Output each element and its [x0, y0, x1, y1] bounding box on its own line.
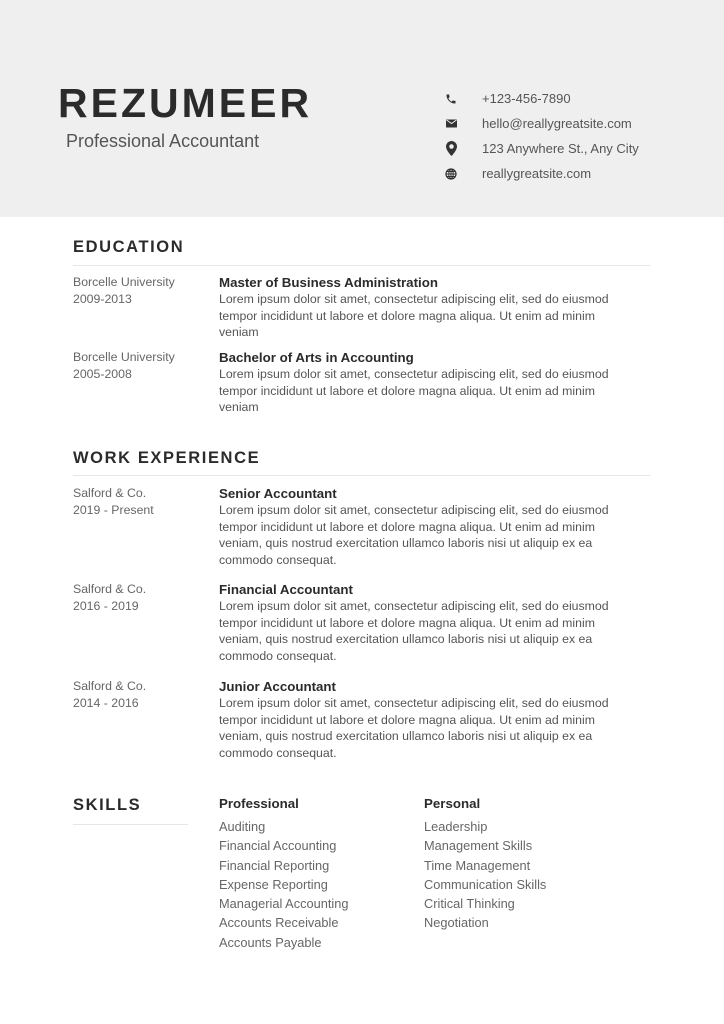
- work-divider: [73, 475, 650, 476]
- company: Salford & Co.: [73, 679, 147, 693]
- school: Borcelle University: [73, 275, 175, 289]
- years: 2009-2013: [73, 291, 132, 306]
- description: Lorem ipsum dolor sit amet, consectetur adipiscing elit, sed do eiusmod tempor incididunt ut labore et dolore magna aliqua. Ut enim ad minim veniam: [219, 367, 609, 414]
- job-title: Financial Accountant: [219, 582, 353, 597]
- years: 2005-2008: [73, 366, 132, 381]
- education-heading: EDUCATION: [73, 238, 185, 256]
- personal-skills: [424, 796, 546, 933]
- contact-website: reallygreatsite.com: [444, 161, 639, 186]
- skill-item: Time Management: [424, 857, 531, 873]
- skill-item: Managerial Accounting: [219, 896, 349, 912]
- skill-item: Leadership: [424, 819, 488, 834]
- skill-item: Negotiation: [424, 915, 489, 931]
- phone-icon: [444, 92, 458, 106]
- professional-skills-heading: Professional: [219, 796, 299, 811]
- skill-item: Expense Reporting: [219, 876, 328, 892]
- skill-item: Auditing: [219, 819, 266, 834]
- education-divider: [73, 265, 650, 266]
- years: 2016 - 2019: [73, 598, 139, 613]
- years: 2019 - Present: [73, 502, 154, 517]
- school: Borcelle University: [73, 350, 175, 364]
- degree: Bachelor of Arts in Accounting: [219, 350, 414, 365]
- skill-item: Accounts Payable: [219, 934, 322, 950]
- skills-divider: [73, 824, 188, 825]
- mail-icon: [444, 117, 458, 131]
- description: Lorem ipsum dolor sit amet, consectetur adipiscing elit, sed do eiusmod tempor incididunt ut labore et dolore magna aliqua. Ut enim ad minim veniam: [219, 292, 609, 339]
- description: Lorem ipsum dolor sit amet, consectetur adipiscing elit, sed do eiusmod tempor incididunt ut labore et dolore magna aliqua. Ut enim ad minim veniam, quis nostrud exercitation ullamco laboris nisi ut aliquip ex ea commodo consequat.: [219, 696, 609, 760]
- candidate-name: REZUMEER: [58, 80, 313, 126]
- skill-item: Critical Thinking: [424, 896, 515, 912]
- globe-icon: [444, 167, 458, 181]
- skill-item: Financial Reporting: [219, 857, 330, 873]
- contact-email: hello@reallygreatsite.com: [444, 111, 639, 136]
- skill-item: Management Skills: [424, 838, 533, 854]
- years: 2014 - 2016: [73, 695, 139, 710]
- work-heading: WORK EXPERIENCE: [73, 449, 261, 467]
- skills-heading: SKILLS: [73, 796, 142, 814]
- skill-item: Accounts Receivable: [219, 915, 339, 931]
- professional-skills: [219, 796, 348, 952]
- location-pin-icon: [444, 142, 458, 156]
- skill-item: Communication Skills: [424, 876, 547, 892]
- degree: Master of Business Administration: [219, 275, 438, 290]
- job-title: Junior Accountant: [219, 679, 336, 694]
- resume-header: [0, 0, 724, 217]
- personal-skills-heading: Personal: [424, 796, 481, 811]
- job-title: Senior Accountant: [219, 486, 337, 501]
- company: Salford & Co.: [73, 486, 147, 500]
- skill-item: Financial Accounting: [219, 838, 337, 854]
- contact-list: [444, 86, 639, 186]
- contact-address: 123 Anywhere St., Any City: [444, 136, 639, 161]
- company: Salford & Co.: [73, 582, 147, 596]
- description: Lorem ipsum dolor sit amet, consectetur adipiscing elit, sed do eiusmod tempor incididunt ut labore et dolore magna aliqua. Ut enim ad minim veniam, quis nostrud exercitation ullamco laboris nisi ut aliquip ex ea commodo consequat.: [219, 503, 609, 567]
- candidate-role: Professional Accountant: [66, 131, 260, 151]
- description: Lorem ipsum dolor sit amet, consectetur adipiscing elit, sed do eiusmod tempor incididunt ut labore et dolore magna aliqua. Ut enim ad minim veniam, quis nostrud exercitation ullamco laboris nisi ut aliquip ex ea commodo consequat.: [219, 599, 609, 663]
- contact-phone: +123-456-7890: [444, 86, 639, 111]
